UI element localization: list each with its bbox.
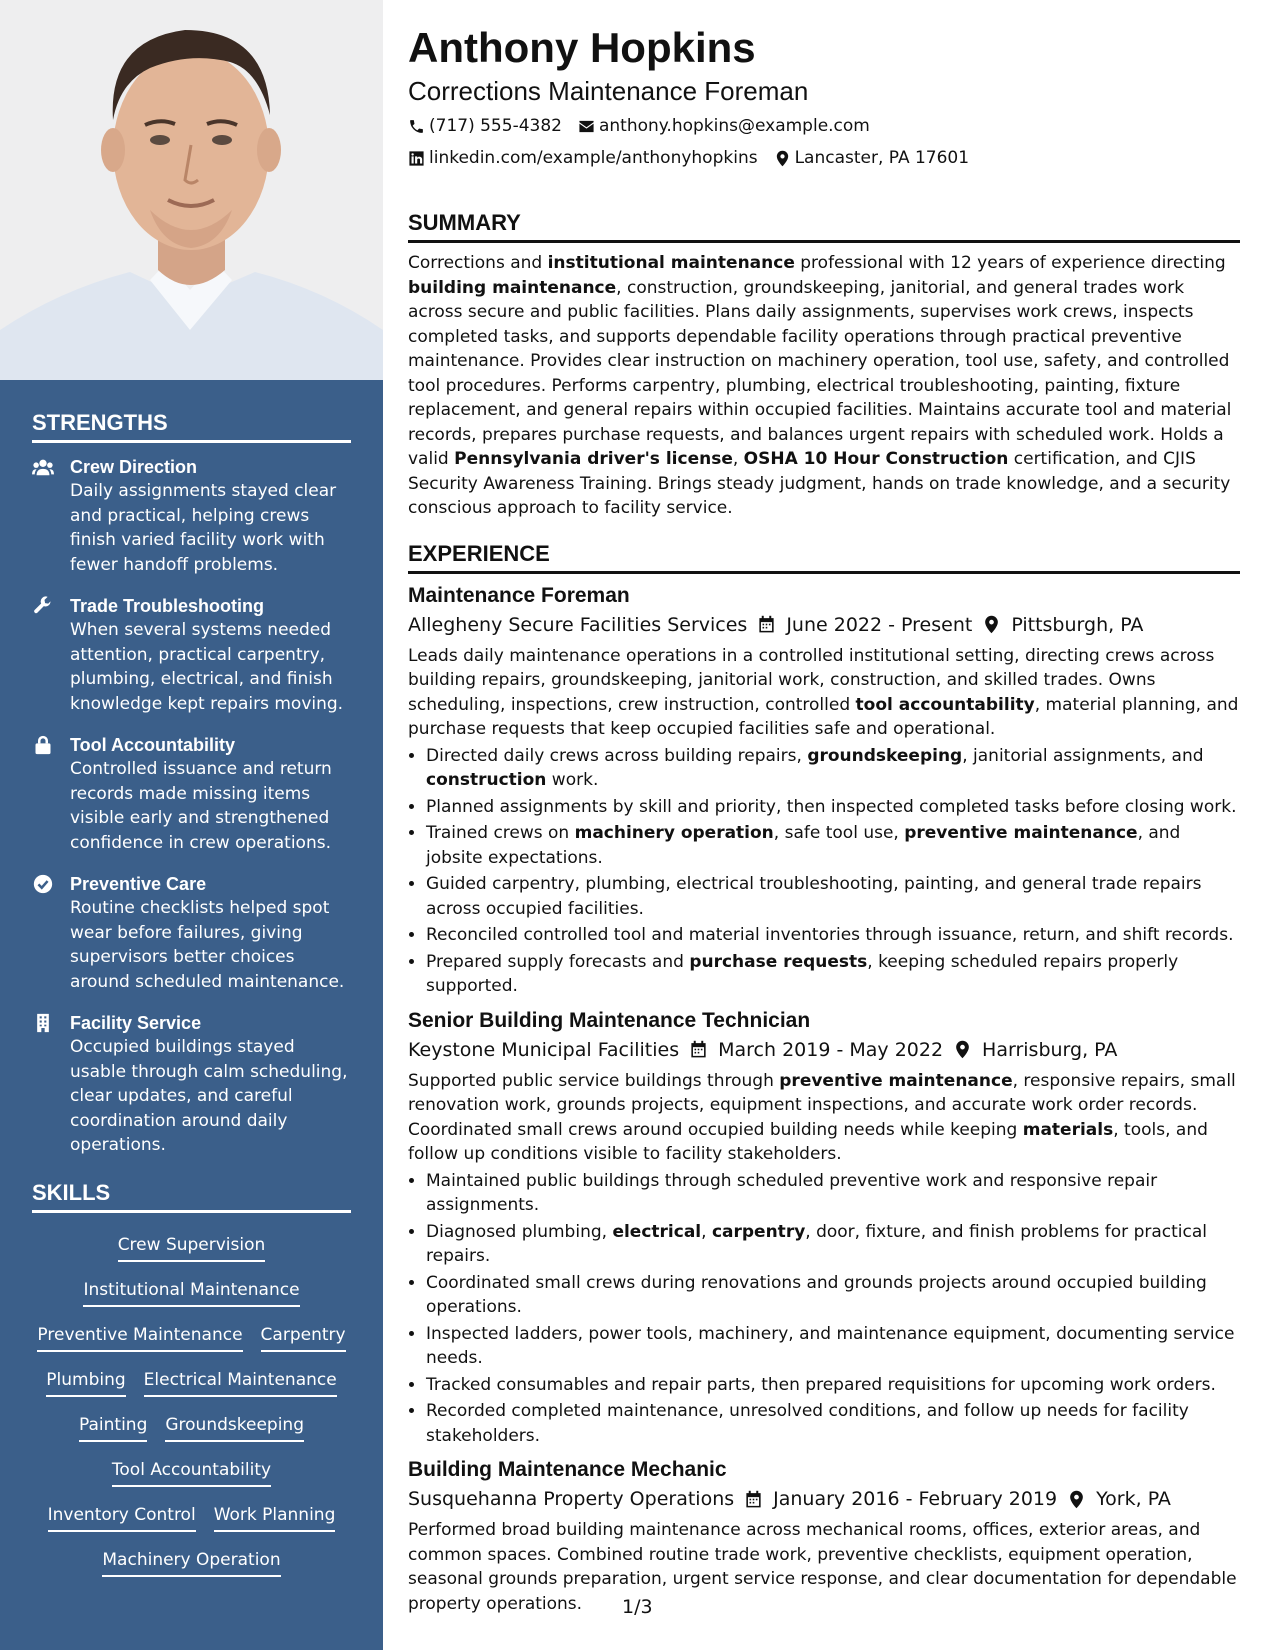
phone-icon xyxy=(408,118,425,135)
profile-photo xyxy=(0,0,383,380)
text-run: , xyxy=(701,1221,712,1242)
company-name: Susquehanna Property Operations xyxy=(408,1488,735,1510)
bold-keyword: purchase requests xyxy=(689,951,868,972)
contact-row xyxy=(408,110,1240,142)
bold-keyword: electrical xyxy=(612,1221,702,1242)
job-meta xyxy=(408,1484,1240,1514)
bold-keyword: carpentry xyxy=(711,1221,806,1242)
job-meta xyxy=(408,1035,1240,1065)
job-description xyxy=(408,1518,1240,1616)
job-entry xyxy=(408,1456,1240,1616)
strength-item xyxy=(32,733,351,855)
check-circle-icon xyxy=(32,872,70,994)
bullet-item xyxy=(426,821,1240,870)
wrench-icon xyxy=(32,594,70,716)
calendar-icon xyxy=(689,1040,708,1059)
text-run: Tracked consumables and repair parts, then prepared requisitions for upcoming work orders. xyxy=(426,1374,1216,1395)
job-location: Harrisburg, PA xyxy=(982,1038,1118,1061)
text-run: , janitorial assignments, and xyxy=(962,745,1204,766)
text-run: Coordinated small crews during renovations and grounds projects around occupied building operations. xyxy=(426,1272,1207,1317)
bullet-item xyxy=(426,1322,1240,1371)
job-title: Building Maintenance Mechanic xyxy=(408,1458,727,1481)
bold-keyword: tool accountability xyxy=(855,694,1035,715)
text-run: Prepared supply forecasts and xyxy=(426,951,690,972)
strength-title: Preventive Care xyxy=(70,874,207,894)
text-run: , construction, groundskeeping, janitorial, and general trades work across secure and public facilities. Plans daily assignments, supervises work crews, inspects completed tasks, and supports dependable facility operations through practical preventive maintenance. Provides clear instruction on machinery operation, tool use, safety, and controlled tool procedures. Performs carpentry, plumbing, electrical troubleshooting, painting, fixture replacement, and general repairs within occupied facilities. Maintains accurate tool and material records, prepares purchase requests, and balances urgent repairs with scheduled work. Holds a valid xyxy=(408,277,1232,469)
text-run: , material planning, and purchase requests that keep occupied facilities safe and operational. xyxy=(408,694,1239,739)
phone-number: (717) 555-4382 xyxy=(429,116,562,136)
text-run: Corrections and xyxy=(408,253,548,273)
email-address[interactable]: anthony.hopkins@example.com xyxy=(598,116,870,136)
text-run: , door, fixture, and finish problems for practical repairs. xyxy=(426,1221,1207,1266)
job-meta xyxy=(408,610,1240,640)
bullet-item xyxy=(426,1220,1240,1269)
bullet-item xyxy=(426,872,1240,921)
bullet-item xyxy=(426,744,1240,793)
linkedin-contact[interactable] xyxy=(408,142,758,174)
text-run: Reconciled controlled tool and material inventories through issuance, return, and shift records. xyxy=(426,925,1234,945)
bold-keyword: construction xyxy=(426,770,547,790)
skill-tag: Plumbing xyxy=(46,1368,125,1397)
strength-item xyxy=(32,872,351,994)
bullet-item xyxy=(426,1373,1240,1398)
bold-keyword: institutional maintenance xyxy=(547,253,795,273)
text-run: Supported public service buildings through xyxy=(408,1070,780,1091)
job-description xyxy=(408,644,1240,742)
skills-heading: SKILLS xyxy=(32,1180,351,1213)
job-bullets xyxy=(408,1169,1240,1449)
job-dates: March 2019 - May 2022 xyxy=(718,1038,944,1061)
skill-tag: Work Planning xyxy=(214,1503,336,1532)
bullet-item xyxy=(426,1399,1240,1448)
bold-keyword: groundskeeping xyxy=(807,745,963,766)
strength-description: Controlled issuance and return records made missing items visible early and strengthened confidence in crew operations. xyxy=(70,759,332,853)
strength-description: Routine checklists helped spot wear before failures, giving supervisors better choices around scheduled maintenance. xyxy=(70,898,345,992)
strength-description: Occupied buildings stayed usable through calm scheduling, clear updates, and careful coordination around daily operations. xyxy=(70,1037,348,1155)
bold-keyword: machinery operation xyxy=(574,823,774,843)
bold-keyword: preventive maintenance xyxy=(904,823,1138,843)
text-run: Maintained public buildings through scheduled preventive work and responsive repair assignments. xyxy=(426,1170,1158,1215)
calendar-icon xyxy=(744,1490,763,1509)
page-number: 1/3 xyxy=(622,1596,653,1618)
skill-tag: Carpentry xyxy=(261,1323,346,1352)
main-content xyxy=(408,22,1240,1616)
strength-title: Trade Troubleshooting xyxy=(70,596,265,616)
skill-tag: Groundskeeping xyxy=(165,1413,304,1442)
strength-title: Crew Direction xyxy=(70,457,198,477)
bullet-item xyxy=(426,923,1240,948)
envelope-icon xyxy=(578,118,595,135)
strengths-heading: STRENGTHS xyxy=(32,410,351,443)
sidebar xyxy=(0,0,383,1650)
candidate-role: Corrections Maintenance Foreman xyxy=(408,76,809,106)
linkedin-url[interactable]: linkedin.com/example/anthonyhopkins xyxy=(429,148,758,168)
location-pin-icon xyxy=(1067,1490,1086,1509)
location-pin-icon xyxy=(982,615,1001,634)
text-run: , xyxy=(732,449,744,469)
summary-heading: SUMMARY xyxy=(408,210,1240,243)
skill-tag: Machinery Operation xyxy=(102,1548,280,1577)
job-location: York, PA xyxy=(1096,1488,1171,1510)
company-name: Keystone Municipal Facilities xyxy=(408,1038,680,1061)
experience-heading: EXPERIENCE xyxy=(408,541,1240,574)
skill-tag: Tool Accountability xyxy=(112,1458,271,1487)
text-run: , and jobsite expectations. xyxy=(426,823,1181,868)
strength-item xyxy=(32,455,351,577)
skill-tag: Electrical Maintenance xyxy=(144,1368,337,1397)
text-run: Guided carpentry, plumbing, electrical troubleshooting, painting, and general trade repairs across occupied facilities. xyxy=(426,874,1202,919)
bold-keyword: Pennsylvania driver's license xyxy=(454,449,733,469)
email-contact[interactable] xyxy=(578,110,870,142)
text-run: , responsive repairs, small renovation work, grounds projects, equipment inspections, and accurate work order records. Coordinated small crews around occupied building needs while keeping xyxy=(408,1070,1236,1140)
location-contact xyxy=(774,142,969,174)
job-title: Maintenance Foreman xyxy=(408,583,630,607)
text-run: work. xyxy=(546,770,599,790)
text-run: Directed daily crews across building repairs, xyxy=(426,745,808,766)
text-run: , keeping scheduled repairs properly supported. xyxy=(426,951,1179,996)
bullet-item xyxy=(426,795,1240,820)
job-description xyxy=(408,1069,1240,1167)
text-run: Performed broad building maintenance across mechanical rooms, offices, exterior areas, and common spaces. Combined routine trade work, preventive checklists, equipment operation, seasonal grounds preparation, urgent service response, and clear documentation for dependable property operations. xyxy=(408,1520,1237,1614)
skill-tag: Inventory Control xyxy=(48,1503,196,1532)
location-text: Lancaster, PA 17601 xyxy=(794,148,970,168)
text-run: Diagnosed plumbing, xyxy=(426,1221,613,1242)
skill-tag: Institutional Maintenance xyxy=(83,1278,299,1307)
contact-row xyxy=(408,142,1240,174)
job-bullets xyxy=(408,744,1240,999)
bullet-item xyxy=(426,1271,1240,1320)
location-pin-icon xyxy=(953,1040,972,1059)
bold-keyword: materials xyxy=(1022,1119,1114,1140)
lock-icon xyxy=(32,733,70,855)
bold-keyword: building maintenance xyxy=(408,277,617,298)
bold-keyword: OSHA 10 Hour Construction xyxy=(743,449,1009,469)
text-run: Trained crews on xyxy=(426,823,575,843)
bullet-item xyxy=(426,950,1240,999)
strength-description: When several systems needed attention, practical carpentry, plumbing, electrical, and finish knowledge kept repairs moving. xyxy=(70,620,344,714)
skills-section xyxy=(32,1180,351,1593)
text-run: , safe tool use, xyxy=(773,823,905,843)
summary-text xyxy=(408,251,1240,521)
job-location: Pittsburgh, PA xyxy=(1011,613,1144,636)
bullet-item xyxy=(426,1169,1240,1218)
text-run: professional with 12 years of experience directing xyxy=(794,253,1226,273)
strength-title: Tool Accountability xyxy=(70,735,235,755)
profile-photo-portrait xyxy=(0,0,383,380)
building-icon xyxy=(32,1011,70,1158)
text-run: Leads daily maintenance operations in a controlled institutional setting, directing crews across building repairs, groundskeeping, janitorial work, construction, and skilled trades. Owns scheduling, inspections, crew instruction, controlled xyxy=(408,645,1215,715)
text-run: Inspected ladders, power tools, machinery, and maintenance equipment, documenting service needs. xyxy=(426,1323,1235,1368)
text-run: , tools, and follow up conditions visible to facility stakeholders. xyxy=(408,1119,1208,1164)
skill-tag: Preventive Maintenance xyxy=(37,1323,242,1352)
skill-tag: Crew Supervision xyxy=(118,1233,266,1262)
strength-item xyxy=(32,594,351,716)
location-pin-icon xyxy=(774,150,791,167)
job-entry xyxy=(408,582,1240,999)
bold-keyword: preventive maintenance xyxy=(779,1070,1013,1091)
calendar-icon xyxy=(757,615,776,634)
linkedin-icon xyxy=(408,150,425,167)
strength-title: Facility Service xyxy=(70,1013,202,1033)
strength-item xyxy=(32,1011,351,1158)
job-entry xyxy=(408,1007,1240,1449)
job-dates: June 2022 - Present xyxy=(786,613,973,636)
candidate-name: Anthony Hopkins xyxy=(408,24,756,71)
job-title: Senior Building Maintenance Technician xyxy=(408,1008,811,1032)
text-run: Planned assignments by skill and priority, then inspected completed tasks before closing work. xyxy=(426,796,1237,817)
text-run: Recorded completed maintenance, unresolved conditions, and follow up needs for facility stakeholders. xyxy=(426,1401,1189,1446)
strength-description: Daily assignments stayed clear and practical, helping crews finish varied facility work with fewer handoff problems. xyxy=(70,481,337,575)
company-name: Allegheny Secure Facilities Services xyxy=(408,613,748,636)
phone-contact xyxy=(408,110,562,142)
users-icon xyxy=(32,455,70,577)
text-run: certification, and CJIS Security Awareness Training. Brings steady judgment, hands on trade knowledge, and a security conscious approach to facility service. xyxy=(408,449,1231,518)
skill-tag: Painting xyxy=(79,1413,147,1442)
job-dates: January 2016 - February 2019 xyxy=(773,1488,1058,1510)
